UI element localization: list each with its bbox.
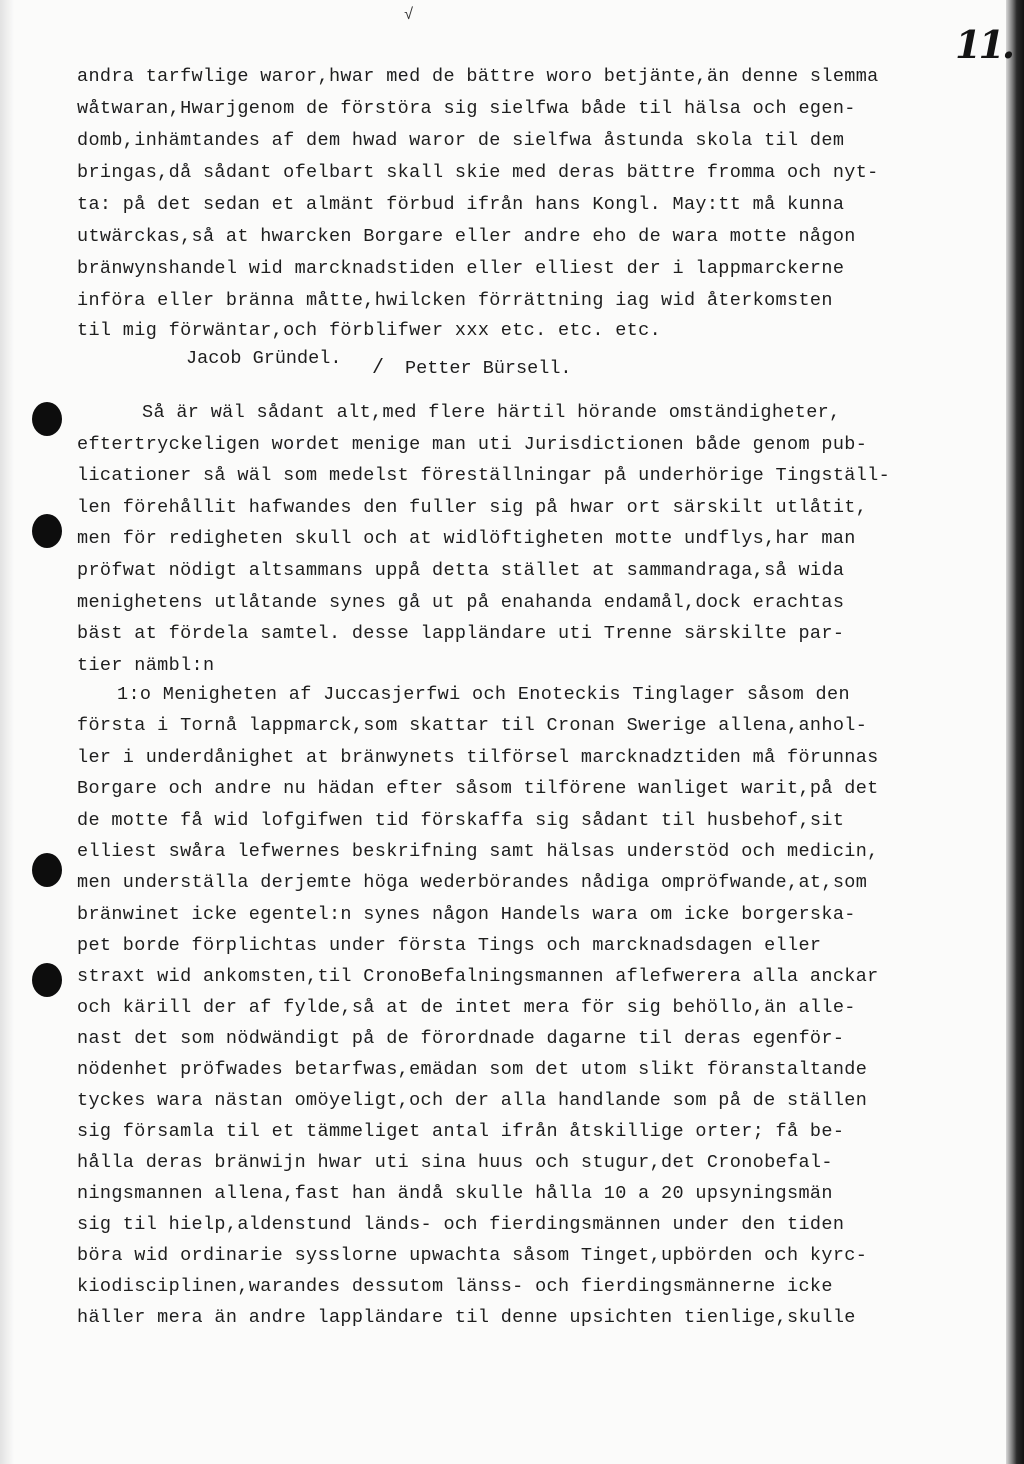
text-line: pröfwat nödigt altsammans uppå detta stället at sammandraga,så wida xyxy=(77,560,845,581)
text-line: eftertryckeligen wordet menige man uti Jurisdictionen både genom pub- xyxy=(77,434,868,455)
signature-separator: / xyxy=(372,357,385,380)
text-line: hålla deras bränwijn hwar uti sina huus och stugur,det Cronobefal- xyxy=(77,1152,833,1173)
text-line: licationer så wäl som medelst föreställningar på underhörige Tingställ- xyxy=(77,465,891,486)
text-line: de motte få wid lofgifwen tid förskaffa sig sådant til husbehof,sit xyxy=(77,810,845,831)
text-line: len förehållit hafwandes den fuller sig på hwar ort särskilt utlåtit, xyxy=(77,497,868,518)
check-mark: √ xyxy=(404,6,414,24)
text-line: utwärckas,så at hwarcken Borgare eller andre eho de wara motte någon xyxy=(77,226,856,247)
text-line: bränwinet icke egentel:n synes någon Handels wara om icke borgerska- xyxy=(77,904,856,925)
text-line: nödenhet pröfwades betarfwas,emädan som det utom slikt föranstaltande xyxy=(77,1059,868,1080)
text-line: böra wid ordinarie sysslorne upwachta såsom Tinget,upbörden och kyrc- xyxy=(77,1245,868,1266)
text-line: kiodisciplinen,warandes dessutom länss- och fierdingsmännerne icke xyxy=(77,1276,833,1297)
punch-hole-icon xyxy=(32,963,62,997)
scan-left-shadow xyxy=(0,0,14,1464)
text-line: men för redigheten skull och at widlöftigheten motte undflys,har man xyxy=(77,528,856,549)
text-line: och kärill der af fylde,så at de intet mera för sig behöllo,än alle- xyxy=(77,997,856,1018)
signature-petter-bursell: Petter Bürsell. xyxy=(405,358,572,379)
text-line: ler i underdånighet at bränwynets tilförsel marcknadztiden må förunnas xyxy=(77,747,879,768)
text-line: ningsmannen allena,fast han ändå skulle hålla 10 a 20 upsyningsmän xyxy=(77,1183,833,1204)
text-line: tier nämbl:n xyxy=(77,655,215,676)
text-line: tyckes wara nästan omöyeligt,och der alla handlande som på de ställen xyxy=(77,1090,868,1111)
text-line: Så är wäl sådant alt,med flere härtil hörande omständigheter, xyxy=(142,402,841,423)
text-line: sig til hielp,aldenstund länds- och fierdingsmännen under den tiden xyxy=(77,1214,845,1235)
text-line: bränwynshandel wid marcknadstiden eller elliest der i lappmarckerne xyxy=(77,258,845,279)
text-line: menighetens utlåtande synes gå ut på enahanda endamål,dock erachtas xyxy=(77,592,845,613)
text-line: domb,inhämtandes af dem hwad waror de sielfwa åstunda skola til dem xyxy=(77,130,845,151)
page-number: 11. xyxy=(955,22,1013,67)
text-line: första i Tornå lappmarck,som skattar til Cronan Swerige allena,anhol- xyxy=(77,715,868,736)
text-line: häller mera än andre lappländare til denne upsichten tienlige,skulle xyxy=(77,1307,856,1328)
text-line: pet borde förplichtas under första Tings och marcknadsdagen eller xyxy=(77,935,822,956)
text-line: ta: på det sedan et almänt förbud ifrån hans Kongl. May:tt må kunna xyxy=(77,194,845,215)
punch-hole-icon xyxy=(32,514,62,548)
scan-right-edge xyxy=(1006,0,1024,1464)
text-line: sig församla til et tämmeliget antal ifrån åtskillige orter; få be- xyxy=(77,1121,845,1142)
text-line: men underställa derjemte höga wederbörandes nådiga ompröfwande,at,som xyxy=(77,872,868,893)
text-line: införa eller bränna måtte,hwilcken förrättning iag wid återkomsten xyxy=(77,290,833,311)
punch-hole-icon xyxy=(32,853,62,887)
text-line: bäst at fördela samtel. desse lappländare uti Trenne särskilte par- xyxy=(77,623,845,644)
text-line: straxt wid ankomsten,til CronoBefalningsmannen aflefwerera alla anckar xyxy=(77,966,879,987)
text-line: wåtwaran,Hwarjgenom de förstöra sig sielfwa både til hälsa och egen- xyxy=(77,98,856,119)
punch-hole-icon xyxy=(32,402,62,436)
text-line: 1:o Menigheten af Juccasjerfwi och Enoteckis Tinglager såsom den xyxy=(117,684,850,705)
text-line: bringas,då sådant ofelbart skall skie med deras bättre fromma och nyt- xyxy=(77,162,879,183)
text-line: Borgare och andre nu hädan efter såsom tilförene wanliget warit,på det xyxy=(77,778,879,799)
text-line: andra tarfwlige waror,hwar med de bättre woro betjänte,än denne slemma xyxy=(77,66,879,87)
signature-jacob-grundel: Jacob Gründel. xyxy=(186,348,342,369)
text-line: elliest swåra lefwernes beskrifning samt hälsas understöd och medicin, xyxy=(77,841,879,862)
text-line: til mig förwäntar,och förblifwer xxx etc. etc. etc. xyxy=(77,320,662,341)
text-line: nast det som nödwändigt på de förordnade dagarne til deras egenför- xyxy=(77,1028,845,1049)
